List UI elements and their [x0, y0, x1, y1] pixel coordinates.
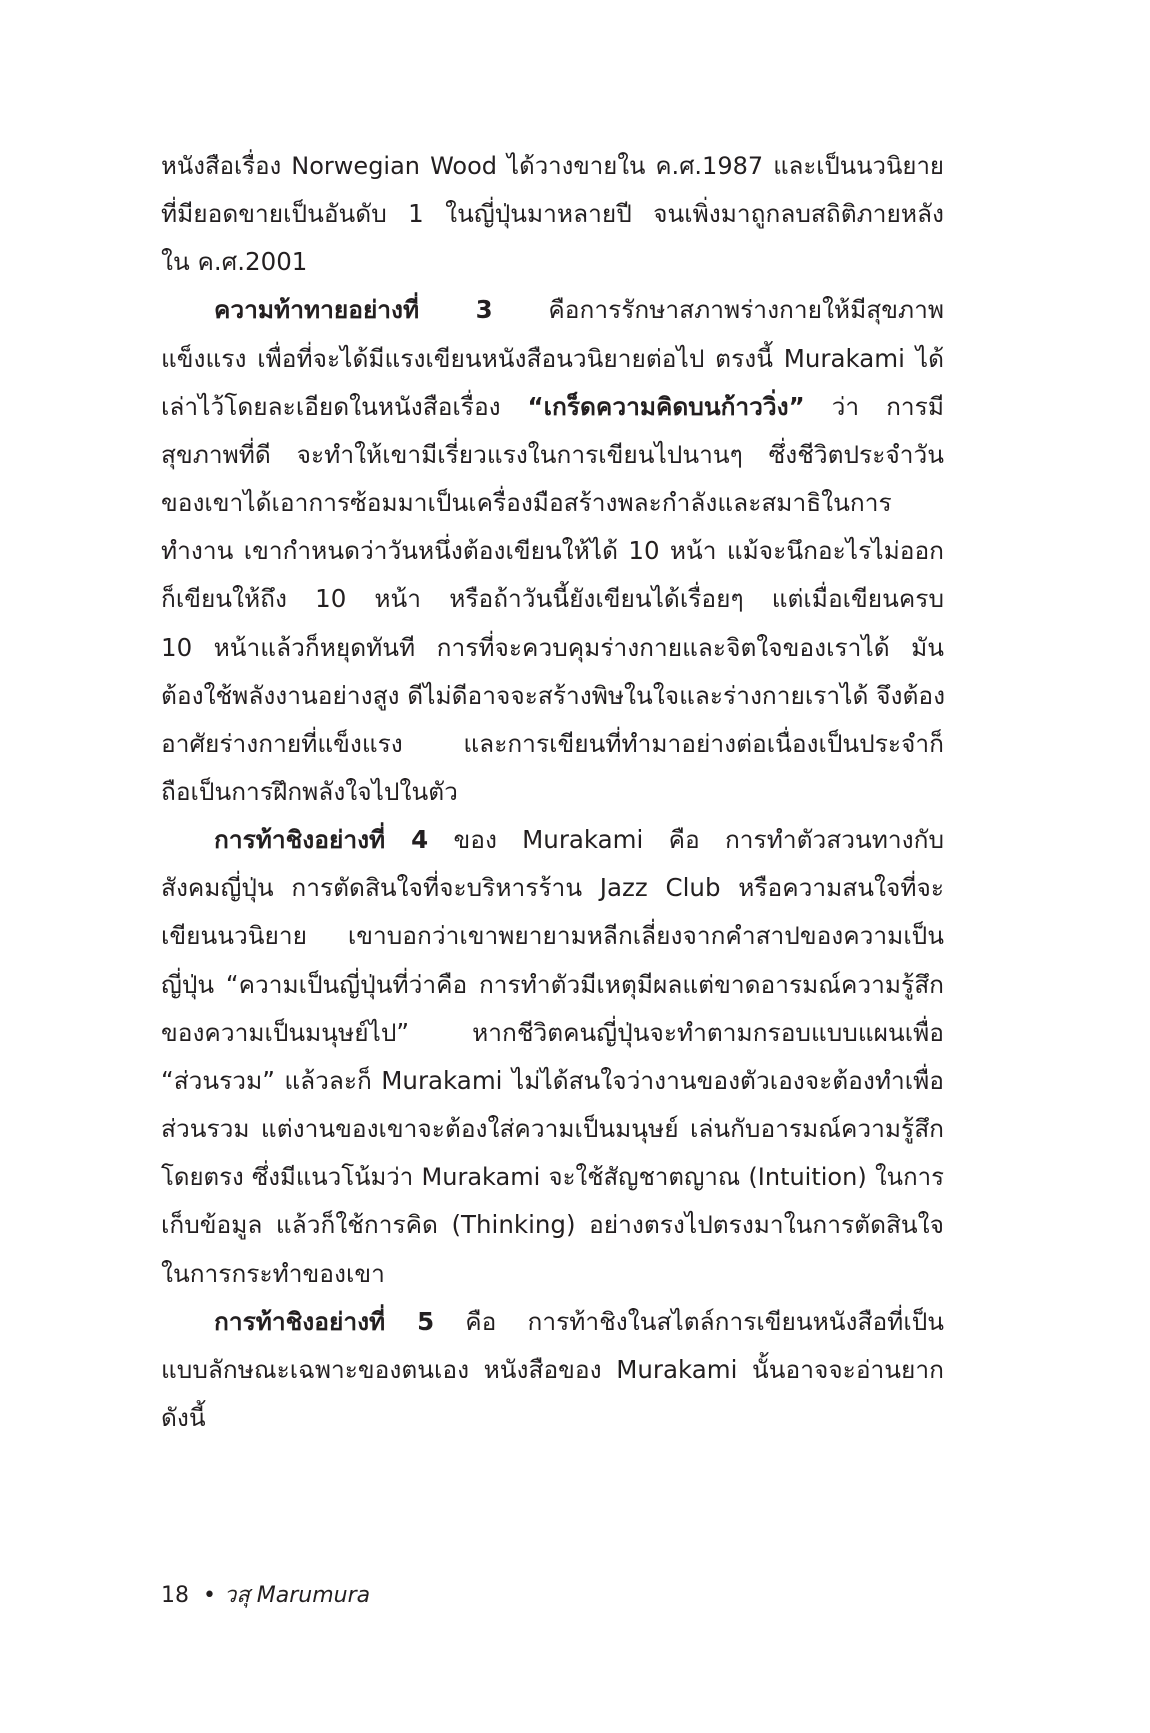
text-line: หนังสือเรื่อง Norwegian Wood ได้วางขายใน ค.ศ.1987 และเป็นนวนิยาย [161, 152, 944, 180]
text-line: ต้องใช้พลังงานอย่างสูง ดีไม่ดีอาจจะสร้างพิษในใจและร่างกายเราได้ จึงต้อง [161, 680, 946, 710]
text-line: โดยตรง ซึ่งมีแนวโน้มว่า Murakami จะใช้สัญชาตญาณ (Intuition) ในการ [161, 1163, 944, 1192]
text-line: ก็เขียนให้ถึง 10 หน้า หรือถ้าวันนี้ยังเขียนได้เรื่อยๆ แต่เมื่อเขียนครบ [161, 584, 944, 614]
section-heading: การท้าชิงอย่างที่ 5 [214, 1306, 435, 1336]
footer-author: วสุ Marumura [223, 1583, 371, 1608]
book-title: “เกร็ดความคิดบนก้าววิ่ง” [527, 391, 805, 421]
text-line: “ส่วนรวม” แล้วละก็ Murakami ไม่ได้สนใจว่างานของตัวเองจะต้องทำเพื่อ [161, 1065, 944, 1095]
line-text: เล่าไว้โดยละเอียดในหนังสือเรื่อง [161, 391, 528, 421]
text-line [214, 824, 944, 856]
text-line [214, 1306, 944, 1338]
text-line: แข็งแรง เพื่อที่จะได้มีแรงเขียนหนังสือนวนิยายต่อไป ตรงนี้ Murakami ได้ [161, 343, 944, 373]
text-line: ทำงาน เขากำหนดว่าวันหนึ่งต้องเขียนให้ได้ 10 หน้า แม้จะนึกอะไรไม่ออก [161, 536, 944, 566]
text-line: ถือเป็นการฝึกพลังใจไปในตัว [161, 776, 458, 806]
text-line: ญี่ปุ่น “ความเป็นญี่ปุ่นที่ว่าคือ การทำตัวมีเหตุมีผลแต่ขาดอารมณ์ความรู้สึก [161, 969, 944, 999]
text-line: ดังนี้ [161, 1402, 206, 1432]
text-line [214, 294, 944, 326]
text-line: ของความเป็นมนุษย์ไป” หากชีวิตคนญี่ปุ่นจะทำตามกรอบแบบแผนเพื่อ [161, 1017, 944, 1047]
section-heading: ความท้าทายอย่างที่ 3 [214, 295, 493, 325]
text-line: แบบลักษณะเฉพาะของตนเอง หนังสือของ Murakami นั้นอาจจะอ่านยาก [161, 1354, 944, 1384]
page-footer [161, 1582, 370, 1610]
line-text: คือ การท้าชิงในสไตล์การเขียนหนังสือที่เป็น [434, 1306, 945, 1336]
section-heading: การท้าชิงอย่างที่ 4 [214, 825, 429, 855]
line-text: คือการรักษาสภาพร่างกายให้มีสุขภาพ [492, 295, 944, 325]
text-line: ใน ค.ศ.2001 [161, 247, 308, 277]
text-line: เก็บข้อมูล แล้วก็ใช้การคิด (Thinking) อย่างตรงไปตรงมาในการตัดสินใจ [161, 1210, 944, 1240]
text-line: เขียนนวนิยาย เขาบอกว่าเขาพยายามหลีกเลี่ยงจากคำสาปของความเป็น [161, 921, 944, 951]
text-line: ส่วนรวม แต่งานของเขาจะต้องใส่ความเป็นมนุษย์ เล่นกับอารมณ์ความรู้สึก [161, 1114, 944, 1143]
text-line: ในการกระทำของเขา [161, 1258, 385, 1288]
line-text: ว่า การมี [804, 391, 944, 421]
text-line: สังคมญี่ปุ่น การตัดสินใจที่จะบริหารร้าน Jazz Club หรือความสนใจที่จะ [161, 873, 944, 903]
line-text: ของ Murakami คือ การทำตัวสวนทางกับ [428, 825, 945, 855]
footer-bullet: • [203, 1583, 216, 1608]
text-line: ของเขาได้เอาการซ้อมมาเป็นเครื่องมือสร้างพละกำลังและสมาธิในการ [161, 488, 892, 518]
text-line: อาศัยร่างกายที่แข็งแรง และการเขียนที่ทำมาอย่างต่อเนื่องเป็นประจำก็ [161, 728, 944, 758]
text-line: ที่มียอดขายเป็นอันดับ 1 ในญี่ปุ่นมาหลายปี จนเพิ่งมาถูกลบสถิติภายหลัง [161, 199, 944, 229]
text-line: สุขภาพที่ดี จะทำให้เขามีเรี่ยวแรงในการเขียนไปนานๆ ซึ่งชีวิตประจำวัน [161, 439, 944, 469]
text-line: 10 หน้าแล้วก็หยุดทันที การที่จะควบคุมร่างกายและจิตใจของเราได้ มัน [161, 632, 944, 662]
page-number: 18 [161, 1583, 189, 1608]
text-line [161, 391, 944, 423]
